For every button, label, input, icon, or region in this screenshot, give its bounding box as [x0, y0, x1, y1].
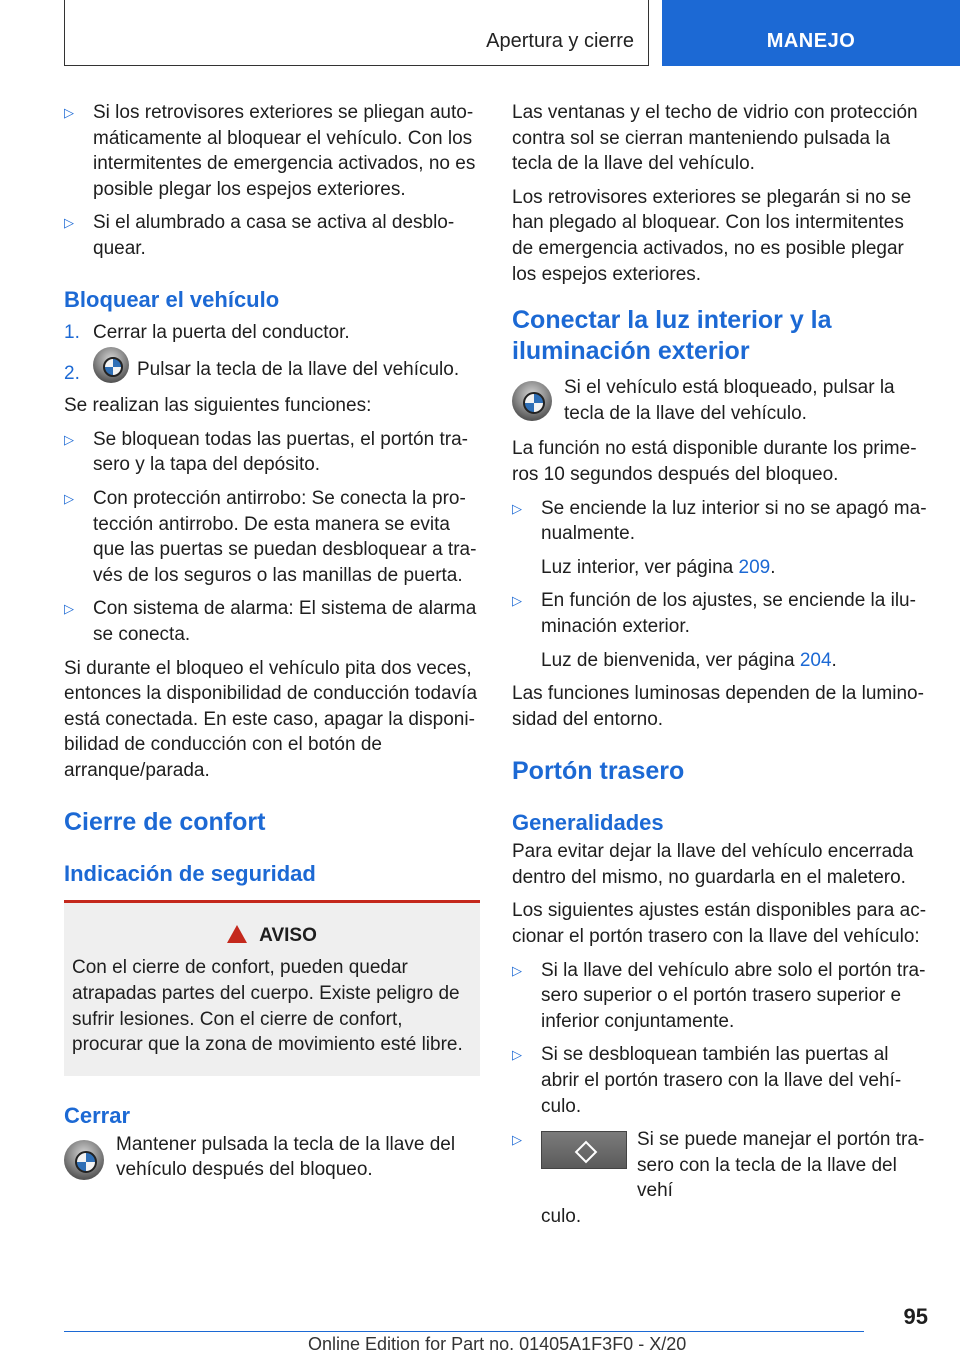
paragraph: Los siguientes ajustes están disponibles para accionar el portón trasero con la llave del vehículo: — [512, 900, 927, 948]
bullet-triangle-icon: ▷ — [512, 593, 522, 609]
key-button-icon — [93, 347, 129, 383]
heading-light: Conectar la luz interior y la iluminación exterior — [512, 306, 832, 366]
page-link[interactable]: 209 — [738, 556, 771, 578]
functions-intro: Se realizan las siguientes funciones: — [64, 395, 372, 417]
page-link[interactable]: 204 — [799, 649, 832, 671]
list-item: ▷ Si los retrovisores exteriores se pliegan automáticamente al bloquear el vehículo. Con los intermitentes de emergencia activados, no es posible plegar los espejos exteriores. — [64, 102, 476, 200]
edition-footer: Online Edition for Part no. 01405A1F3F0 - X/20 — [308, 1334, 687, 1354]
list-item: ▷ Con sistema de alarma: El sistema de alarma se conecta. — [64, 598, 477, 645]
bullet-triangle-icon: ▷ — [512, 500, 522, 516]
list-item: ▷ Si se puede manejar el portón trasero con la tecla de la llave del vehí culo. — [512, 1129, 925, 1227]
header-section-box — [64, 0, 649, 66]
paragraph: Los retrovisores exteriores se plegarán si no se han plegado al bloquear. Con los intermitentes de emergencia activados, no es posible plegar los espejos exteriores. — [512, 186, 912, 285]
list-item: ▷ En función de los ajustes, se enciende la iluminación exterior. Luz de bienvenida, ver página 204. — [512, 588, 928, 673]
cross-reference: Luz interior, ver página 209. — [541, 556, 776, 578]
close-instruction: Mantener pulsada la tecla de la llave del vehículo después del bloqueo. — [64, 1132, 480, 1183]
step-2: 2. Pulsar la tecla de la llave del vehículo. — [64, 355, 480, 385]
bullet-triangle-icon: ▷ — [512, 962, 522, 978]
heading-trunk: Portón trasero — [512, 757, 685, 786]
paragraph: Las funciones luminosas dependen de la luminosidad del entorno. — [512, 683, 924, 730]
warning-text: Con el cierre de confort, pueden quedar atrapadas partes del cuerpo. Existe peligro de sufrir lesiones. Con el cierre de confort, procurar que la zona de movimiento esté libre. — [72, 957, 463, 1056]
list-item: ▷ Si el alumbrado a casa se activa al desbloquear. — [64, 212, 455, 259]
bullet-triangle-icon: ▷ — [64, 105, 74, 120]
left-column — [64, 100, 480, 1183]
list-item: ▷ Se bloquean todas las puertas, el portón trasero y la tapa del depósito. — [64, 428, 468, 476]
list-item: ▷ Con protección antirrobo: Se conecta la protección antirrobo. De esta manera se evita que las puertas se puedan desbloquear a través de los seguros o las manillas de puerta. — [64, 487, 477, 586]
footer-divider — [64, 1331, 864, 1332]
section-title: Apertura y cierre — [486, 30, 634, 52]
heading-comfort-close: Cierre de confort — [64, 808, 266, 837]
cross-reference: Luz de bienvenida, ver página 204. — [541, 649, 837, 671]
warning-icon — [227, 925, 247, 943]
list-item: ▷ Si se desbloquean también las puertas al abrir el portón trasero con la llave del vehículo. — [512, 1044, 902, 1117]
chapter-tab[interactable]: MANEJO — [662, 0, 960, 66]
bullet-triangle-icon: ▷ — [64, 215, 74, 231]
page-number: 95 — [903, 1304, 928, 1329]
bullet-triangle-icon: ▷ — [64, 601, 74, 617]
heading-lock: Bloquear el vehículo — [64, 286, 280, 312]
heading-safety: Indicación de seguridad — [64, 861, 316, 887]
bullet-triangle-icon: ▷ — [64, 490, 74, 506]
heading-general: Generalidades — [512, 810, 664, 836]
list-item: ▷ Se enciende la luz interior si no se apagó manualmente. Luz interior, ver página 209. — [512, 496, 928, 581]
bullet-triangle-icon: ▷ — [512, 1132, 522, 1148]
heading-close: Cerrar — [64, 1102, 131, 1128]
warning-box — [64, 900, 480, 1075]
trunk-button-icon — [541, 1131, 627, 1169]
paragraph: La función no está disponible durante los primeros 10 segundos después del bloqueo. — [512, 438, 917, 485]
paragraph: Para evitar dejar la llave del vehículo encerrada dentro del mismo, no guardarla en el maletero. — [512, 841, 914, 888]
paragraph: Las ventanas y el techo de vidrio con protección contra sol se cierran manteniendo pulsada la tecla de la llave del vehículo. — [512, 102, 918, 175]
right-column — [512, 100, 928, 1238]
list-item: ▷ Si la llave del vehículo abre solo el portón trasero superior o el portón trasero superior e inferior conjuntamente. — [512, 959, 926, 1032]
warning-title: AVISO — [72, 925, 472, 947]
step-1: 1. Cerrar la puerta del conductor. — [64, 321, 350, 343]
key-button-icon — [512, 381, 552, 421]
light-instruction: Si el vehículo está bloqueado, pulsar la tecla de la llave del vehículo. — [512, 375, 928, 426]
bullet-triangle-icon: ▷ — [64, 431, 74, 447]
beep-note: Si durante el bloqueo el vehículo pita dos veces, entonces la disponibilidad de conducción todavía está conectada. En este caso, apagar la disponibilidad de conducción con el botón de arranque/parada. — [64, 657, 478, 781]
key-button-icon — [64, 1140, 104, 1180]
bullet-triangle-icon: ▷ — [512, 1047, 522, 1063]
